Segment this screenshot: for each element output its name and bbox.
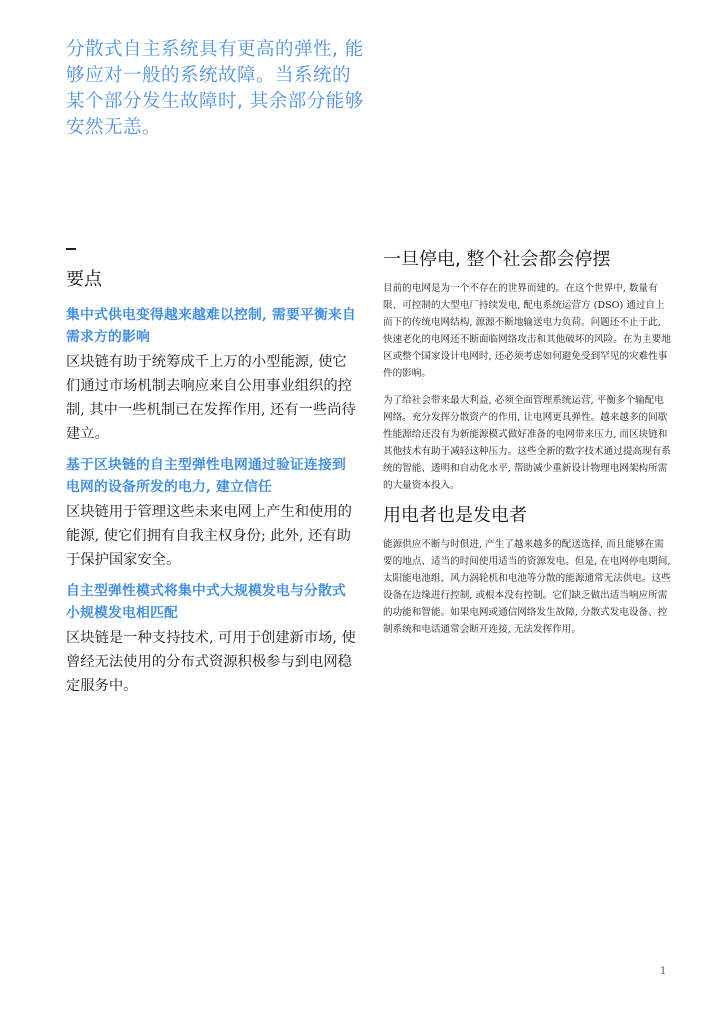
pull-quote: 分散式自主系统具有更高的弹性, 能够应对一般的系统故障。当系统的某个部分发生故障时, 其余部分能够安然无恙。 <box>66 39 364 138</box>
key-point-body: 区块链是一种支持技术, 可用于创建新市场, 使曾经无法使用的分布式资源积极参与到电网稳定服务中。 <box>66 630 356 694</box>
article-paragraph: 目前的电网是为一个不存在的世界而建的。在这个世界中, 数量有限、可控制的大型电厂持续发电, 配电系统运营方 (DSO) 通过自上而下的传统电网结构, 源源不断地输送电力负荷。问题还不止于此, 快速老化的电网还不断面临网络攻击和其他破坏的风险。在为主要地区或整个国家设计电网时, 还必须考虑如何避免受到罕见的灾难性事件的影响。 <box>383 283 671 379</box>
section-divider <box>66 248 76 250</box>
page-number: 1 <box>660 966 667 977</box>
key-point-heading: 集中式供电变得越来越难以控制, 需要平衡来自需求方的影响 <box>66 307 356 345</box>
key-points-title: 要点 <box>66 269 102 290</box>
section-title-prosumers: 用电者也是发电者 <box>383 505 527 526</box>
section-title-blackout: 一旦停电, 整个社会都会停摆 <box>383 249 611 270</box>
key-point-heading: 自主型弹性模式将集中式大规模发电与分散式小规模发电相匹配 <box>66 583 346 621</box>
key-point-body: 区块链用于管理这些未来电网上产生和使用的能源, 使它们拥有自我主权身份; 此外, 还有助于保护国家安全。 <box>66 504 352 568</box>
article-paragraph: 为了给社会带来最大利益, 必须全面管理系统运营, 平衡多个输配电网络。充分发挥分散资产的作用, 让电网更具弹性。越来越多的间歇性能源给还没有为新能源模式做好准备的电网带来压力, 而区块链和其他技术有助于减轻这种压力。这些全新的数字技术通过提高现有系统的智能、透明和自动化水平, 帮助减少重新设计物理电网架构所需的大量资本投入。 <box>383 395 671 491</box>
article-paragraph: 能源供应不断与时俱进, 产生了越来越多的配送选择, 而且能够在需要的地点、适当的时间使用适当的资源发电。但是, 在电网停电期间, 太阳能电池组、风力涡轮机和电池等分散的能源通常无法供电。这些设备在边缘进行控制, 或根本没有控制。它们缺乏做出适当响应所需的功能和智能。如果电网或通信网络发生故障, 分散式发电设备、控制系统和电话通常会断开连接, 无法发挥作用。 <box>383 539 671 635</box>
key-point-body: 区块链有助于统筹成千上万的小型能源, 使它们通过市场机制去响应来自公用事业组织的控制, 其中一些机制已在发挥作用, 还有一些尚待建立。 <box>66 354 356 442</box>
key-point-heading: 基于区块链的自主型弹性电网通过验证连接到电网的设备所发的电力, 建立信任 <box>66 457 346 495</box>
key-points-column <box>66 248 356 706</box>
article-column <box>383 248 673 648</box>
